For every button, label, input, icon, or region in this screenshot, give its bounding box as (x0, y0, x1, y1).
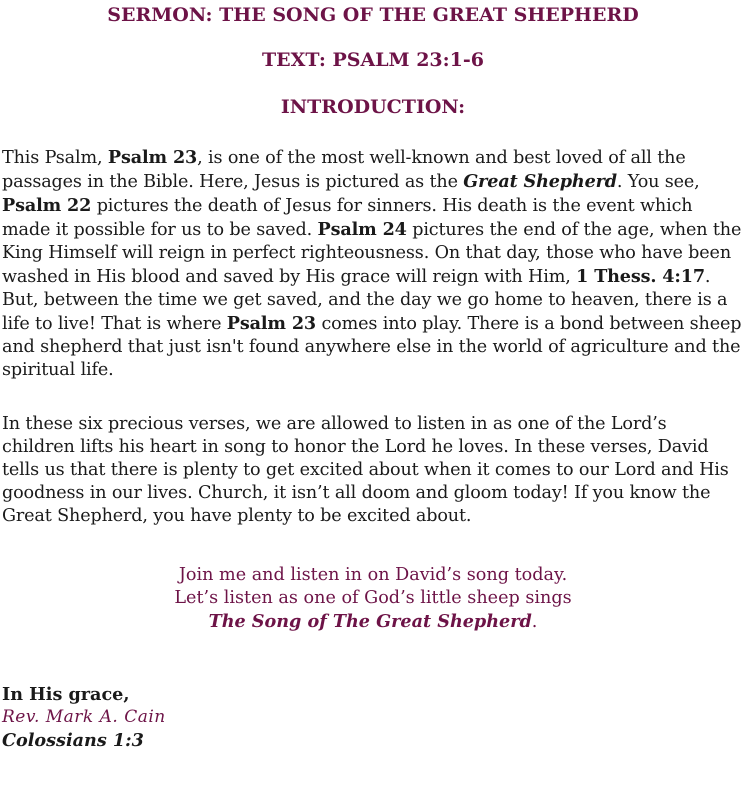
invitation-line-1: Join me and listen in on David’s song today. (178, 565, 568, 585)
scripture-ref: Psalm 22 (2, 195, 92, 216)
song-period: . (531, 612, 538, 632)
signoff-block (2, 683, 166, 752)
text-run: pictures the death of Jesus for sinners. His death is the event which made it possible for us to be saved. (2, 196, 693, 240)
text-run: pictures the end of the age, when the King Himself will reign in perfect righteousness. On that day, those who have been washed in His blood and saved by His grace will reign with Him, (2, 220, 742, 287)
text-run: This Psalm, (2, 148, 108, 168)
scripture-text-heading: TEXT: PSALM 23:1-6 (262, 49, 484, 71)
invitation-block (0, 564, 746, 634)
intro-paragraph-1 (2, 146, 744, 382)
scripture-ref: 1 Thess. 4:17 (576, 266, 705, 287)
scripture-ref: Psalm 24 (317, 219, 407, 240)
song-title: The Song of The Great Shepherd (208, 611, 532, 632)
emphasis-great-shepherd: Great Shepherd (463, 171, 617, 192)
text-run: comes into play. There is a bond between sheep and shepherd that just isn't found anywhere else in the world of agriculture and the spiritual life. (2, 314, 742, 380)
intro-paragraph-2: In these six precious verses, we are allowed to listen in as one of the Lord’s children lifts his heart in song to honor the Lord he loves. In these verses, David tells us that there is plenty to get excited about when it comes to our Lord and His goodness in our lives. Church, it isn’t all doom and gloom today! If you know the Great Shepherd, you have plenty to be excited about. (2, 414, 729, 526)
text-run: . You see, (616, 172, 700, 192)
closing-salutation: In His grace, (2, 684, 130, 705)
scripture-ref: Psalm 23 (226, 313, 317, 334)
invitation-line-3 (0, 610, 746, 634)
author-signature: Rev. Mark A. Cain (2, 707, 166, 727)
text-run: , is one of the most well-known and best loved of all the passages in the Bible. Here, Jesus is pictured as the (2, 148, 686, 192)
invitation-line-2: Let’s listen as one of God’s little sheep sings (174, 588, 572, 608)
sermon-title: SERMON: THE SONG OF THE GREAT SHEPHERD (107, 4, 639, 26)
text-run: . But, between the time we get saved, and the day we go home to heaven, there is a life to live! That is where (2, 267, 728, 334)
scripture-ref: Psalm 23 (107, 147, 198, 168)
closing-scripture-ref: Colossians 1:3 (2, 730, 144, 751)
introduction-heading: INTRODUCTION: (280, 96, 466, 118)
